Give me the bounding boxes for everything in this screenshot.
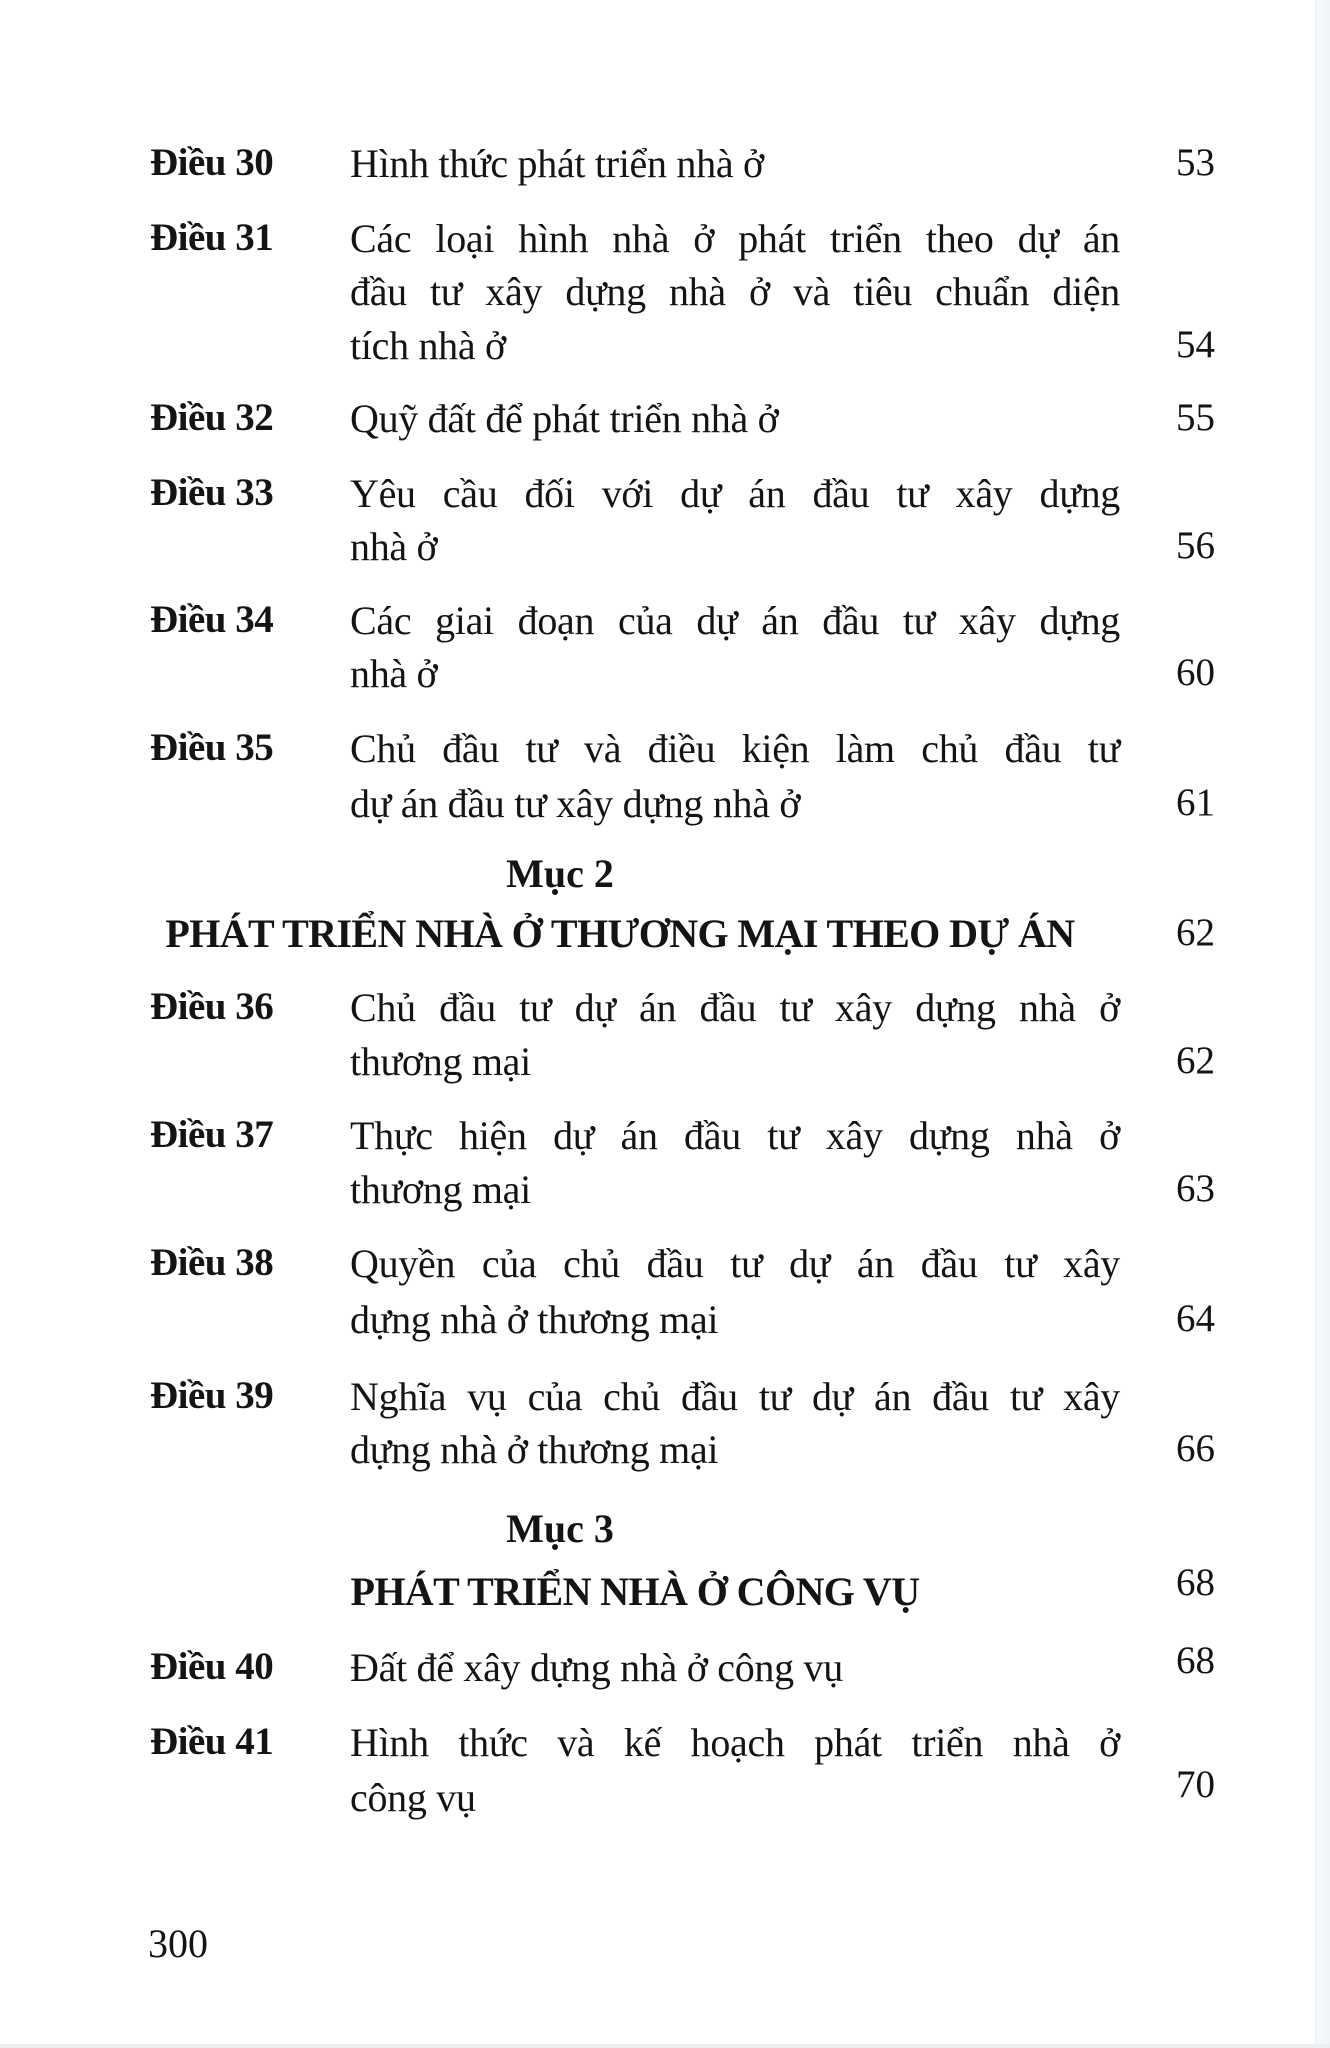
page-ref: 61 [1176, 781, 1215, 824]
toc-entry [0, 1719, 1330, 1775]
article-title: Các giai đoạn của dự án đầu tư xây dựng [350, 598, 1120, 643]
section-heading-row [0, 1561, 1330, 1624]
toc-entry-continuation [0, 322, 1330, 378]
article-title: thương mại [350, 1167, 531, 1212]
article-title: đầu tư xây dựng nhà ở và tiêu chuẩn diện [350, 269, 1120, 314]
article-title: công vụ [350, 1775, 476, 1820]
article-title: Quyền của chủ đầu tư dự án đầu tư xây [350, 1241, 1120, 1286]
article-label: Điều 37 [150, 1113, 274, 1156]
article-title: tích nhà ở [350, 323, 506, 368]
article-title: thương mại [350, 1039, 531, 1084]
section-title-row [0, 850, 1330, 906]
article-label: Điều 34 [150, 598, 274, 641]
page-ref: 68 [1176, 1639, 1215, 1682]
toc-entry [0, 1112, 1330, 1168]
toc-entry-continuation [0, 1426, 1330, 1482]
article-title: Nghĩa vụ của chủ đầu tư dự án đầu tư xây [350, 1374, 1120, 1419]
section-heading: PHÁT TRIỂN NHÀ Ở THƯƠNG MẠI THEO DỰ ÁN [165, 911, 1075, 956]
article-title: Quỹ đất để phát triển nhà ở [350, 396, 779, 441]
toc-entry [0, 725, 1330, 781]
toc-entry-continuation [0, 523, 1330, 579]
page-ref: 55 [1176, 396, 1215, 439]
article-label: Điều 35 [150, 726, 274, 769]
article-title: Đất để xây dựng nhà ở công vụ [350, 1645, 843, 1690]
page-ref: 62 [1176, 1039, 1215, 1082]
article-label: Điều 32 [150, 396, 274, 439]
article-title: dự án đầu tư xây dựng nhà ở [350, 781, 801, 826]
page-ref: 68 [1176, 1561, 1215, 1604]
toc-entry [0, 1240, 1330, 1296]
page-ref: 64 [1176, 1297, 1215, 1340]
article-title: Các loại hình nhà ở phát triển theo dự án [350, 216, 1120, 261]
toc-entry [0, 1373, 1330, 1429]
toc-entry-continuation [0, 650, 1330, 706]
page-ref: 63 [1176, 1167, 1215, 1210]
article-title: dựng nhà ở thương mại [350, 1297, 719, 1342]
section-title: Mục 3 [506, 1506, 614, 1551]
page-number: 300 [148, 1921, 208, 1966]
article-title: Yêu cầu đối với dự án đầu tư xây dựng [350, 471, 1120, 516]
article-label: Điều 40 [150, 1645, 274, 1688]
section-heading-row [0, 910, 1330, 966]
section-heading: PHÁT TRIỂN NHÀ Ở CÔNG VỤ [350, 1569, 920, 1614]
page-ref: 54 [1176, 323, 1215, 366]
toc-entry [0, 597, 1330, 653]
article-label: Điều 39 [150, 1374, 274, 1417]
toc-entry-continuation [0, 1763, 1330, 1830]
section-title: Mục 2 [506, 851, 614, 896]
toc-entry [0, 215, 1330, 271]
toc-entry [0, 140, 1330, 196]
page-ref: 70 [1176, 1763, 1215, 1806]
article-label: Điều 36 [150, 985, 274, 1028]
article-title: dựng nhà ở thương mại [350, 1427, 719, 1472]
article-title: Hình thức và kế hoạch phát triển nhà ở [350, 1720, 1120, 1765]
toc-entry-continuation [0, 268, 1330, 324]
page-ref: 56 [1176, 524, 1215, 567]
article-title: Thực hiện dự án đầu tư xây dựng nhà ở [350, 1113, 1120, 1158]
article-label: Điều 38 [150, 1241, 274, 1284]
article-label: Điều 30 [150, 141, 274, 184]
page-ref: 62 [1176, 911, 1215, 954]
toc-entry [0, 470, 1330, 526]
toc-entry-continuation [0, 780, 1330, 836]
article-title: Chủ đầu tư và điều kiện làm chủ đầu tư [350, 726, 1120, 771]
toc-entry [0, 1639, 1330, 1700]
article-label: Điều 31 [150, 216, 274, 259]
article-label: Điều 33 [150, 471, 274, 514]
page-ref: 66 [1176, 1427, 1215, 1470]
article-title: nhà ở [350, 651, 438, 696]
toc-entry-continuation [0, 1296, 1330, 1352]
article-label: Điều 41 [150, 1720, 274, 1763]
page-ref: 53 [1176, 141, 1215, 184]
article-title: Hình thức phát triển nhà ở [350, 141, 764, 186]
toc-entry-continuation [0, 1166, 1330, 1222]
toc-entry [0, 984, 1330, 1040]
article-title: nhà ở [350, 524, 438, 569]
toc-entry-continuation [0, 1038, 1330, 1094]
section-title-row [0, 1505, 1330, 1561]
page-bottom-edge [0, 2044, 1330, 2048]
article-title: Chủ đầu tư dự án đầu tư xây dựng nhà ở [350, 985, 1120, 1030]
page-ref: 60 [1176, 651, 1215, 694]
toc-entry [0, 395, 1330, 451]
